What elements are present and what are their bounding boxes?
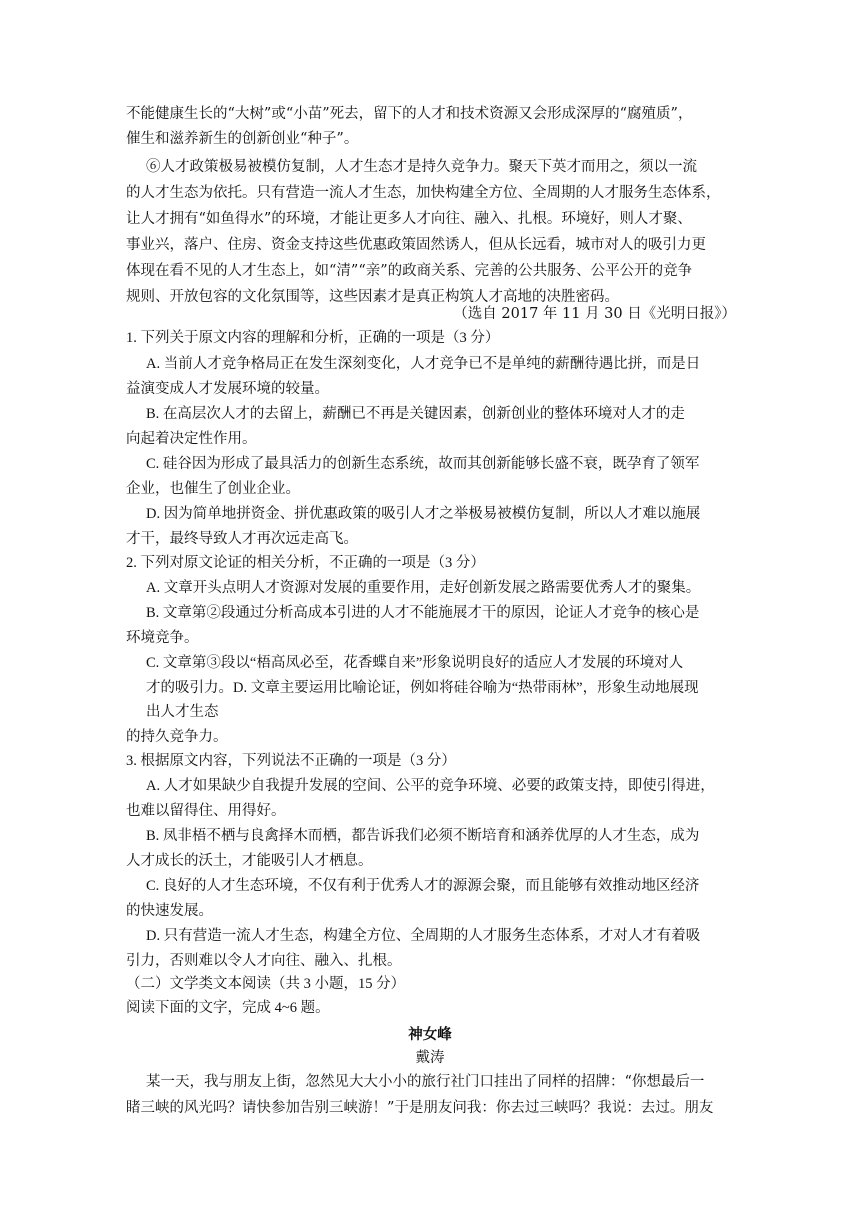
text-line: 不能健康生长的“大树”或“小苗”死去，留下的人才和技术资源又会形成深厚的“腐殖质”， [126,106,693,122]
option-text: 才干，最终导致人才再次远走高飞。 [126,531,358,547]
text-line: 规则、开放包容的文化氛围等，这些因素才是真正构筑人才高地的决胜密码。 [126,289,619,305]
article-title: 神女峰 [408,1027,452,1043]
option-text: 出人才生态 [146,704,219,720]
text-line: 让人才拥有“如鱼得水”的环境，才能让更多人才向往、融入、扎根。环境好，则人才聚、 [126,211,692,227]
option-text: B. 在高层次人才的去留上，薪酬已不再是关键因素，创新创业的整体环境对人才的走 [146,406,685,422]
option-text: B. 凤非梧不栖与良禽择木而栖，都告诉我们必须不断培育和涵养优厚的人才生态，成为 [146,828,700,844]
option-text: 人才成长的沃土，才能吸引人才栖息。 [126,853,373,869]
question-3-stem: 3. 根据原文内容，下列说法不正确的一项是（3 分） [126,753,456,769]
option-text: A. 人才如果缺少自我提升发展的空间、公平的竞争环境、必要的政策支持，即使引得进， [146,778,715,794]
option-text: A. 当前人才竞争格局正在发生深刻变化，人才竞争已不是单纯的薪酬待遇比拼，而是日 [146,356,701,372]
text-line: 的人才生态为依托。只有营造一流人才生态，加快构建全方位、全周期的人才服务生态体系， [126,185,721,201]
text-line: 催生和滋养新生的创新创业“种子”。 [126,131,359,147]
option-text: 才的吸引力。D. 文章主要运用比喻论证，例如将硅谷喻为“热带雨林”，形象生动地展现 [146,680,699,696]
option-text: 益演变成人才发展环境的较量。 [126,381,329,397]
option-text: A. 文章开头点明人才资源对发展的重要作用，走好创新发展之路需要优秀人才的聚集。 [146,580,701,596]
source-citation: （选自 2017 年 11 月 30 日《光明日报》） [453,306,736,322]
instruction-text: 阅读下面的文字，完成 4~6 题。 [126,1000,330,1016]
option-text: 环境竞争。 [126,630,199,646]
option-text: C. 文章第③段以“梧高凤必至，花香蝶自来”形象说明良好的适应人才发展的环境对人 [146,655,684,671]
question-2-stem: 2. 下列对原文论证的相关分析，不正确的一项是（3 分） [126,555,485,571]
option-text: D. 因为简单地拼资金、拼优惠政策的吸引人才之举极易被模仿复制，所以人才难以施展 [146,506,701,522]
option-text: 也难以留得住、用得好。 [126,803,286,819]
option-text: 引力，否则难以令人才向往、融入、扎根。 [126,953,402,969]
text-line: ⑥人才政策极易被模仿复制，人才生态才是持久竞争力。聚天下英才而用之，须以一流 [146,159,697,175]
option-text: C. 良好的人才生态环境，不仅有利于优秀人才的源源会聚，而且能够有效推动地区经济 [146,878,700,894]
option-text: 向起着决定性作用。 [126,431,257,447]
option-text: 企业，也催生了创业企业。 [126,481,300,497]
text-line: 体现在看不见的人才生态上，如“清”“亲”的政商关系、完善的公共服务、公平公开的竞争 [126,263,693,279]
option-text: B. 文章第②段通过分析高成本引进的人才不能施展才干的原因，论证人才竞争的核心是 [146,605,700,621]
option-text: C. 硅谷因为形成了最具活力的创新生态系统，故而其创新能够长盛不衰，既孕育了领军 [146,456,700,472]
option-text: 的持久竞争力。 [126,729,228,745]
article-author: 戴涛 [415,1050,445,1066]
text-line: 事业兴，落户、住房、资金支持这些优惠政策固然诱人，但从长远看，城市对人的吸引力更 [126,237,706,253]
question-1-stem: 1. 下列关于原文内容的理解和分析，正确的一项是（3 分） [126,330,500,346]
option-text: 的快速发展。 [126,903,213,919]
option-text: D. 只有营造一流人才生态，构建全方位、全周期的人才服务生态体系，才对人才有着吸 [146,928,701,944]
text-line: 睹三峡的风光吗？请快参加告别三峡游！”于是朋友问我：你去过三峡吗？我说：去过。朋友 [126,1100,714,1116]
section-heading: （二）文学类文本阅读（共 3 小题，15 分） [126,976,406,992]
text-line: 某一天，我与朋友上街，忽然见大大小小的旅行社门口挂出了同样的招牌：“你想最后一 [146,1074,705,1090]
